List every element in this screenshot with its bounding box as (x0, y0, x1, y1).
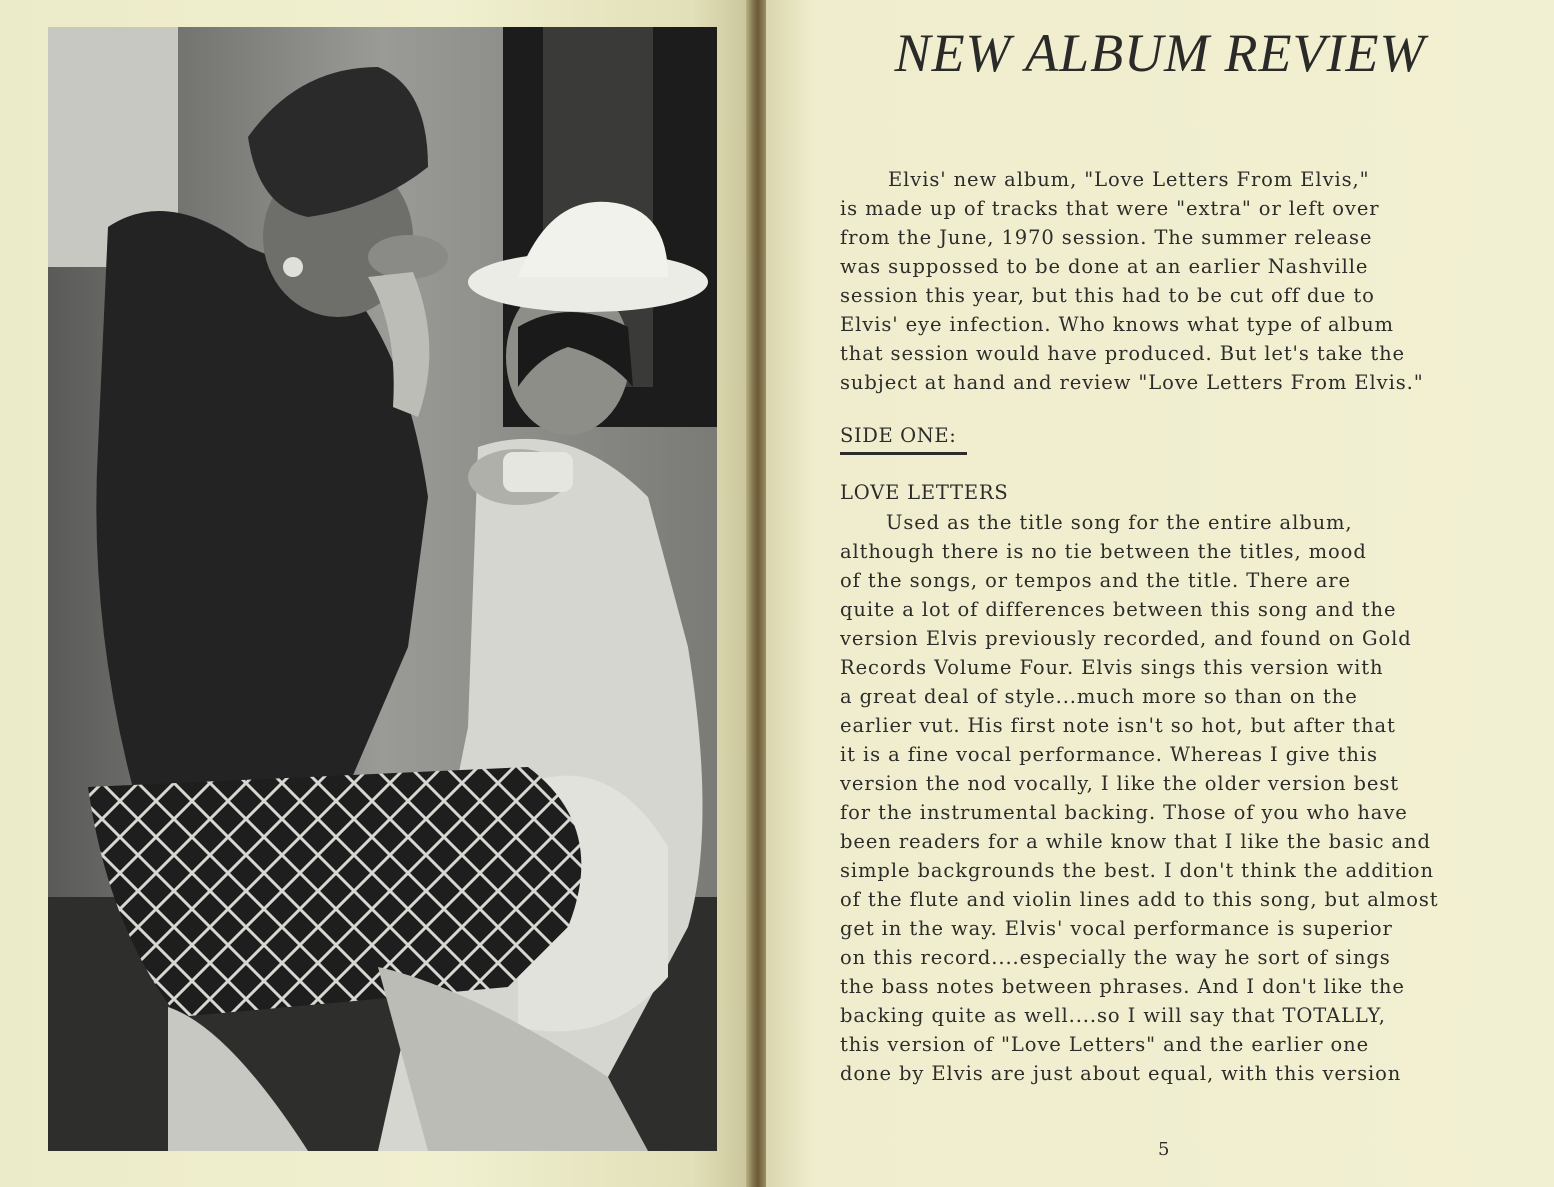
text-line: from the June, 1970 session. The summer release (840, 226, 1373, 249)
text-line: although there is no tie between the titles, mood (840, 540, 1367, 563)
book-gutter (746, 0, 768, 1187)
text-line: Used as the title song for the entire album, (886, 511, 1353, 534)
text-line: been readers for a while know that I like the basic and (840, 830, 1431, 853)
text-line: version Elvis previously recorded, and found on Gold (840, 627, 1412, 650)
text-line: session this year, but this had to be cut off due to (840, 284, 1375, 307)
page-title: NEW ALBUM REVIEW (894, 23, 1426, 83)
text-line: Records Volume Four. Elvis sings this version with (840, 656, 1384, 679)
text-line: on this record....especially the way he sort of sings (840, 946, 1391, 969)
text-line: get in the way. Elvis' vocal performance is superior (840, 917, 1393, 940)
text-line: was suppossed to be done at an earlier Nashville (840, 255, 1369, 278)
text-line: backing quite as well....so I will say that TOTALLY, (840, 1004, 1386, 1027)
photo-illustration (48, 27, 717, 1151)
text-line: it is a fine vocal performance. Whereas I give this (840, 743, 1378, 766)
photograph (48, 27, 717, 1151)
text-line: version the nod vocally, I like the older version best (840, 772, 1399, 795)
text-line: subject at hand and review "Love Letters From Elvis." (840, 371, 1424, 394)
song-heading: LOVE LETTERS (840, 481, 1009, 504)
text-line: of the songs, or tempos and the title. There are (840, 569, 1351, 592)
text-line: this version of "Love Letters" and the earlier one (840, 1033, 1370, 1056)
text-line: simple backgrounds the best. I don't think the addition (840, 859, 1434, 882)
text-line: done by Elvis are just about equal, with this version (840, 1062, 1402, 1085)
text-line: Elvis' new album, "Love Letters From Elvis," (888, 168, 1370, 191)
text-line: quite a lot of differences between this song and the (840, 598, 1397, 621)
text-line: earlier vut. His first note isn't so hot, but after that (840, 714, 1396, 737)
page-number: 5 (1158, 1139, 1170, 1160)
text-line: a great deal of style...much more so than on the (840, 685, 1358, 708)
text-line: that session would have produced. But let's take the (840, 342, 1405, 365)
text-line: Elvis' eye infection. Who knows what type of album (840, 313, 1394, 336)
text-line: the bass notes between phrases. And I don't like the (840, 975, 1405, 998)
text-line: for the instrumental backing. Those of you who have (840, 801, 1408, 824)
text-line: is made up of tracks that were "extra" or left over (840, 197, 1380, 220)
side-heading: SIDE ONE: (840, 424, 957, 447)
text-line: of the flute and violin lines add to this song, but almost (840, 888, 1439, 911)
side-heading-underline (840, 452, 967, 455)
